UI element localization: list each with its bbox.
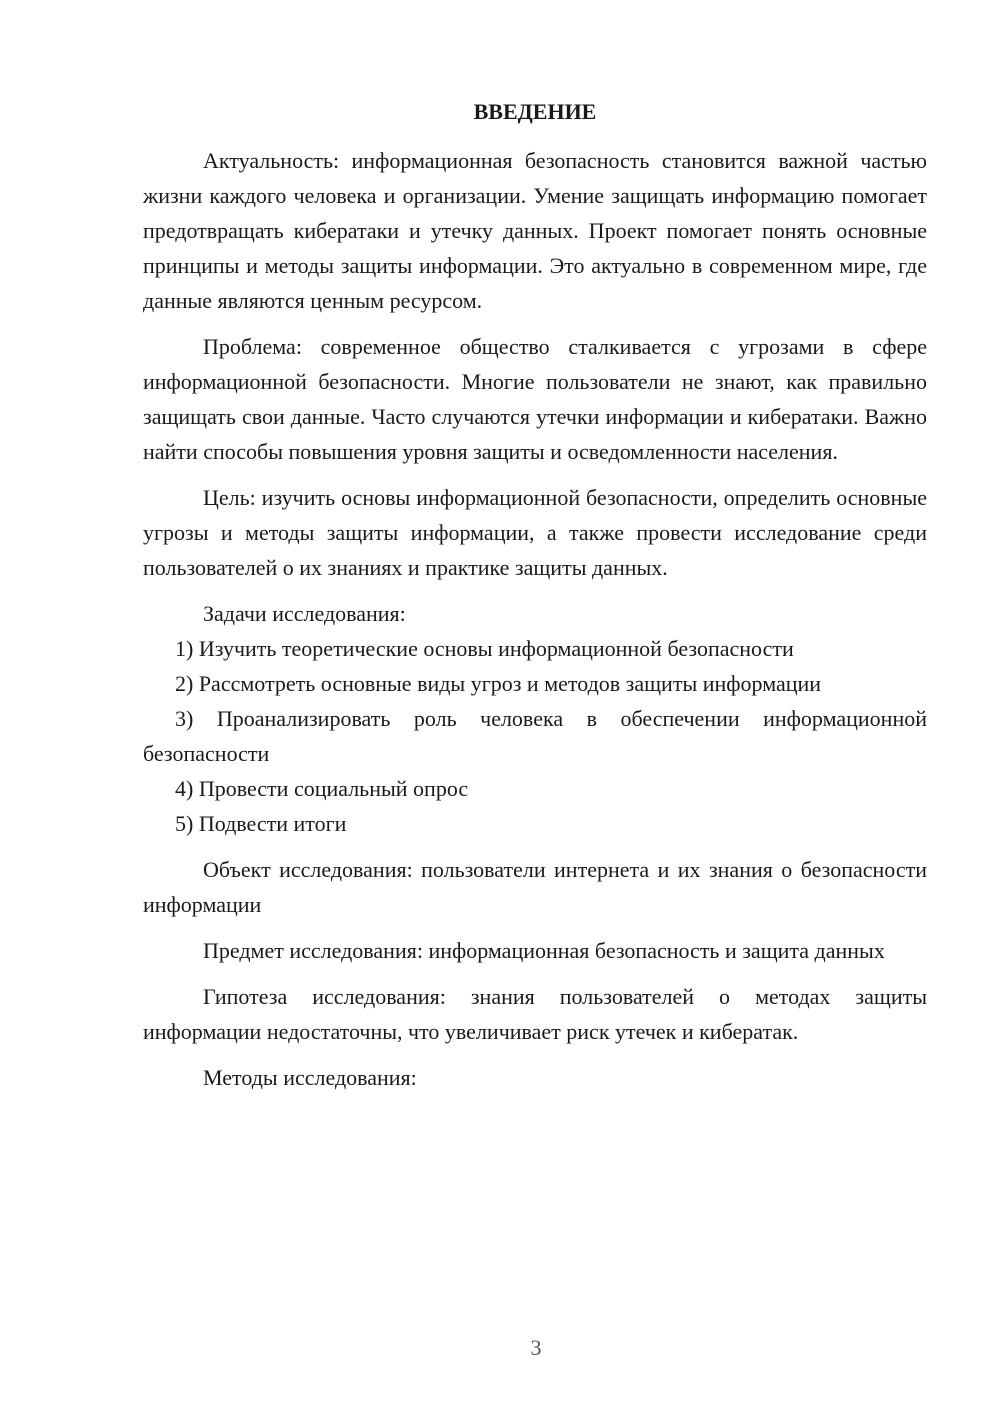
tasks-title: Задачи исследования: xyxy=(203,601,406,626)
relevance-paragraph: Актуальность: информационная безопасность становится важной частью жизни каждого человека и организации. Умение защищать информацию помогает предотвращать кибератаки и утечку данных. Проект помогает понять основные принципы и методы защиты информации. Это актуально в современном мире, где данные являются ценным ресурсом. xyxy=(143,148,927,313)
task-item-5: 5) Подвести итоги xyxy=(175,811,347,836)
object-paragraph: Объект исследования: пользователи интернета и их знания о безопасности информации xyxy=(143,857,927,917)
task-item-2: 2) Рассмотреть основные виды угроз и методов защиты информации xyxy=(175,671,822,696)
page-number: 3 xyxy=(530,1335,542,1360)
hypothesis-paragraph: Гипотеза исследования: знания пользователей о методах защиты информации недостаточны, что увеличивает риск утечек и кибератак. xyxy=(143,984,927,1044)
problem-paragraph: Проблема: современное общество сталкивается с угрозами в сфере информационной безопасности. Многие пользователи не знают, как правильно защищать свои данные. Часто случаются утечки информации и кибератаки. Важно найти способы повышения уровня защиты и осведомленности населения. xyxy=(143,334,927,464)
methods-title: Методы исследования: xyxy=(203,1065,417,1090)
task-item-1: 1) Изучить теоретические основы информационной безопасности xyxy=(175,636,794,661)
subject-paragraph: Предмет исследования: информационная безопасность и защита данных xyxy=(203,938,885,963)
task-item-3: 3) Проанализировать роль человека в обеспечении информационной безопасности xyxy=(143,706,927,766)
goal-paragraph: Цель: изучить основы информационной безопасности, определить основные угрозы и методы защиты информации, а также провести исследование среди пользователей о их знаниях и практике защиты данных. xyxy=(143,485,927,580)
task-item-4: 4) Провести социальный опрос xyxy=(175,776,469,801)
page-title: ВВЕДЕНИЕ xyxy=(473,99,597,124)
page-content xyxy=(143,94,927,1095)
